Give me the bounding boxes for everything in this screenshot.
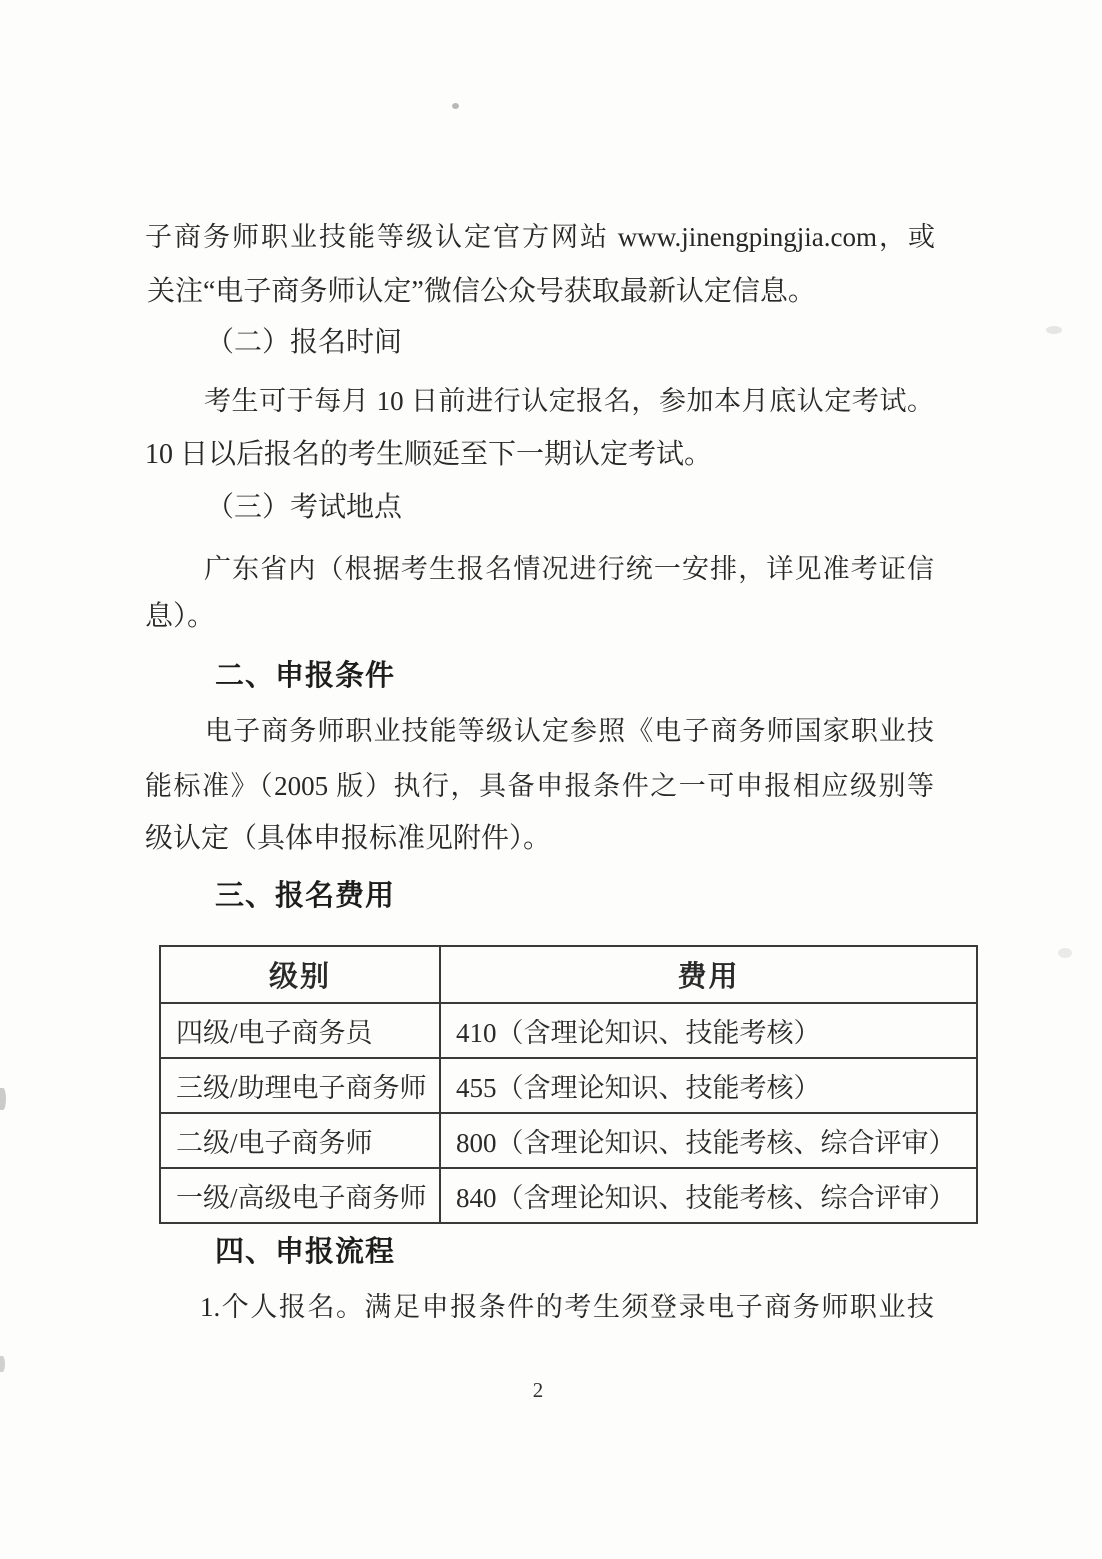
- fee-table-level-cell: 四级/电子商务员: [160, 1003, 440, 1058]
- paragraph-line: 关注“电子商务师认定”微信公众号获取最新认定信息。: [147, 276, 816, 307]
- scan-speckle: [452, 103, 459, 109]
- table-row: [160, 1168, 977, 1223]
- fee-table-fee-cell: 840（含理论知识、技能考核、综合评审）: [440, 1168, 977, 1223]
- section-heading-application-process: 四、申报流程: [215, 1236, 396, 1268]
- paragraph-line: 考生可于每月 10 日前进行认定报名，参加本月底认定考试。: [204, 386, 934, 416]
- paragraph-line: 广东省内（根据考生报名情况进行统一安排，详见准考证信: [204, 554, 934, 584]
- section-heading-registration-fees: 三、报名费用: [215, 880, 396, 912]
- fee-table-header-level: 级别: [160, 946, 440, 1003]
- fee-table-level-cell: 二级/电子商务师: [160, 1113, 440, 1168]
- scan-speckle: [0, 1088, 6, 1110]
- paragraph-line: 10 日以后报名的考生顺延至下一期认定考试。: [145, 439, 713, 470]
- paragraph-line: 级认定（具体申报标准见附件）。: [145, 823, 552, 854]
- table-row: [160, 1003, 977, 1058]
- table-row: [160, 1113, 977, 1168]
- paragraph-line: 息）。: [145, 601, 216, 632]
- fee-table-header-fee: 费用: [440, 946, 977, 1003]
- fee-table-fee-cell: 800（含理论知识、技能考核、综合评审）: [440, 1113, 977, 1168]
- fee-table-fee-cell: 455（含理论知识、技能考核）: [440, 1058, 977, 1113]
- table-row: [160, 1058, 977, 1113]
- scan-speckle: [1046, 326, 1062, 334]
- section-heading-application-conditions: 二、申报条件: [215, 660, 396, 692]
- fee-table-level-cell: 一级/高级电子商务师: [160, 1168, 440, 1223]
- fee-table: [159, 945, 978, 1224]
- paragraph-line: 能标准》（2005 版）执行，具备申报条件之一可申报相应级别等: [145, 771, 934, 801]
- fee-table-level-cell: 三级/助理电子商务师: [160, 1058, 440, 1113]
- paragraph-line: 电子商务师职业技能等级认定参照《电子商务师国家职业技: [205, 716, 934, 746]
- paragraph-line: 子商务师职业技能等级认定官方网站 www.jinengpingjia.com，或: [145, 222, 935, 252]
- page-number: 2: [532, 1378, 544, 1402]
- subheading-registration-time: （二）报名时间: [206, 327, 403, 358]
- subheading-exam-location: （三）考试地点: [206, 492, 403, 523]
- scan-speckle: [1058, 948, 1072, 958]
- scan-speckle: [0, 1356, 5, 1372]
- paragraph-line: 1.个人报名。满足申报条件的考生须登录电子商务师职业技: [200, 1292, 934, 1322]
- fee-table-header-row: [160, 946, 977, 1003]
- fee-table-fee-cell: 410（含理论知识、技能考核）: [440, 1003, 977, 1058]
